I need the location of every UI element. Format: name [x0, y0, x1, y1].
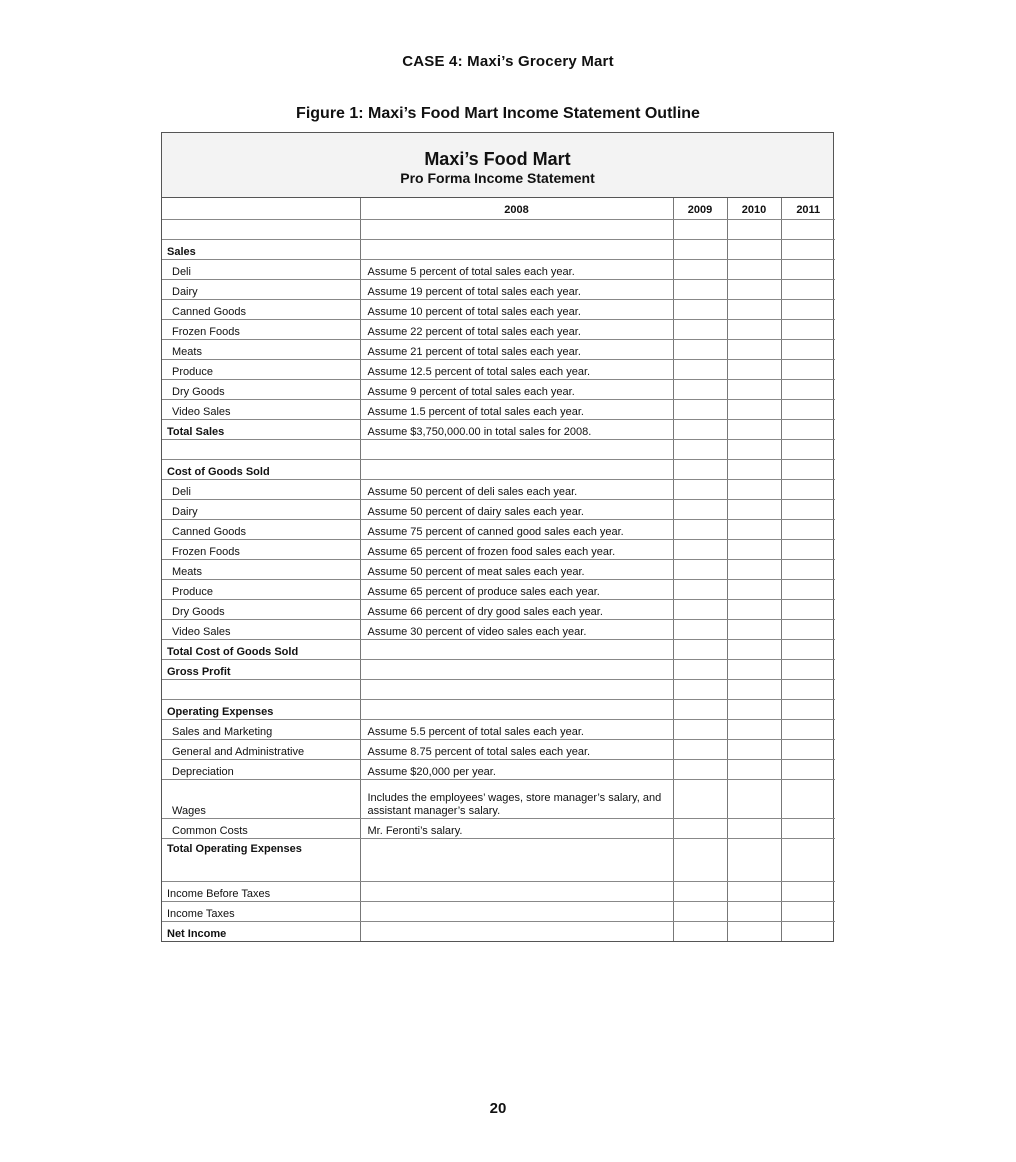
row-assumption: Assume 10 percent of total sales each year.	[360, 300, 673, 320]
year-value-cell	[781, 340, 835, 360]
row-label: Dairy	[162, 280, 360, 300]
year-value-cell	[727, 540, 781, 560]
row-label: Net Income	[162, 922, 360, 942]
year-value-cell	[673, 300, 727, 320]
year-value-cell	[781, 839, 835, 882]
year-value-cell	[781, 680, 835, 700]
statement-row	[162, 340, 835, 360]
year-value-cell	[727, 360, 781, 380]
year-value-cell	[727, 340, 781, 360]
statement-row	[162, 660, 835, 680]
year-value-cell	[781, 600, 835, 620]
row-label	[162, 440, 360, 460]
statement-row	[162, 560, 835, 580]
year-value-cell	[673, 640, 727, 660]
year-value-cell	[781, 902, 835, 922]
year-header: 2008	[360, 198, 673, 220]
row-label: Income Before Taxes	[162, 882, 360, 902]
row-assumption	[360, 460, 673, 480]
row-label: Total Operating Expenses	[162, 839, 360, 882]
year-value-cell	[727, 620, 781, 640]
statement-row	[162, 360, 835, 380]
figure-title: Figure 1: Maxi’s Food Mart Income Statement Outline	[296, 105, 700, 122]
year-header: 2009	[673, 198, 727, 220]
row-assumption: Assume 75 percent of canned good sales each year.	[360, 520, 673, 540]
row-assumption	[360, 839, 673, 882]
statement-row	[162, 320, 835, 340]
row-assumption: Assume 66 percent of dry good sales each year.	[360, 600, 673, 620]
row-assumption	[360, 922, 673, 942]
row-label: Total Sales	[162, 420, 360, 440]
row-assumption: Assume 50 percent of deli sales each year.	[360, 480, 673, 500]
year-value-cell	[727, 320, 781, 340]
statement-row	[162, 740, 835, 760]
company-name: Maxi’s Food Mart	[424, 149, 571, 169]
row-assumption: Assume 22 percent of total sales each year.	[360, 320, 673, 340]
year-value-cell	[781, 620, 835, 640]
row-assumption: Mr. Feronti’s salary.	[360, 819, 673, 839]
row-label: Dairy	[162, 500, 360, 520]
year-value-cell	[781, 480, 835, 500]
year-value-cell	[673, 480, 727, 500]
row-assumption: Assume $3,750,000.00 in total sales for 2008.	[360, 420, 673, 440]
year-value-cell	[673, 400, 727, 420]
statement-subtitle: Pro Forma Income Statement	[400, 170, 595, 186]
row-label: Video Sales	[162, 400, 360, 420]
year-value-cell	[673, 420, 727, 440]
year-header: 2010	[727, 198, 781, 220]
row-assumption: Assume 5 percent of total sales each year.	[360, 260, 673, 280]
year-value-cell	[673, 902, 727, 922]
year-value-cell	[673, 440, 727, 460]
statement-row	[162, 819, 835, 839]
year-value-cell	[673, 780, 727, 819]
label-column-header	[162, 198, 360, 220]
row-label: Gross Profit	[162, 660, 360, 680]
page-number: 20	[489, 1100, 507, 1117]
year-value-cell	[781, 320, 835, 340]
statement-row	[162, 400, 835, 420]
year-value-cell	[781, 560, 835, 580]
statement-table	[162, 198, 835, 941]
year-value-cell	[781, 300, 835, 320]
row-label: Frozen Foods	[162, 540, 360, 560]
year-value-cell	[781, 580, 835, 600]
row-assumption	[360, 902, 673, 922]
year-header: 2011	[781, 198, 835, 220]
row-label: Depreciation	[162, 760, 360, 780]
year-value-cell	[673, 520, 727, 540]
statement-row	[162, 580, 835, 600]
year-value-cell	[727, 300, 781, 320]
year-value-cell	[727, 440, 781, 460]
year-value-cell	[727, 660, 781, 680]
year-value-cell	[727, 260, 781, 280]
row-label: Meats	[162, 340, 360, 360]
year-value-cell	[673, 340, 727, 360]
year-value-cell	[673, 700, 727, 720]
year-value-cell	[673, 839, 727, 882]
year-value-cell	[727, 380, 781, 400]
row-label: Meats	[162, 560, 360, 580]
year-value-cell	[673, 760, 727, 780]
year-value-cell	[673, 500, 727, 520]
case-title: CASE 4: Maxi’s Grocery Mart	[402, 53, 614, 70]
statement-row	[162, 922, 835, 942]
statement-row	[162, 780, 835, 819]
row-assumption	[360, 882, 673, 902]
year-value-cell	[727, 882, 781, 902]
row-assumption: Assume $20,000 per year.	[360, 760, 673, 780]
statement-row	[162, 260, 835, 280]
row-assumption	[360, 680, 673, 700]
year-value-cell	[781, 420, 835, 440]
year-value-cell	[673, 240, 727, 260]
year-value-cell	[781, 540, 835, 560]
row-label: Dry Goods	[162, 380, 360, 400]
statement-row	[162, 240, 835, 260]
year-value-cell	[781, 720, 835, 740]
year-value-cell	[727, 240, 781, 260]
row-assumption: Assume 19 percent of total sales each year.	[360, 280, 673, 300]
statement-row	[162, 460, 835, 480]
year-value-cell	[727, 400, 781, 420]
statement-row	[162, 500, 835, 520]
row-assumption: Assume 65 percent of produce sales each year.	[360, 580, 673, 600]
statement-row	[162, 680, 835, 700]
row-assumption: Assume 65 percent of frozen food sales each year.	[360, 540, 673, 560]
year-value-cell	[727, 740, 781, 760]
year-value-cell	[781, 740, 835, 760]
row-label: Deli	[162, 480, 360, 500]
year-value-cell	[781, 220, 835, 240]
statement-row	[162, 640, 835, 660]
statement-row	[162, 882, 835, 902]
year-value-cell	[673, 819, 727, 839]
year-value-cell	[673, 620, 727, 640]
row-label: Income Taxes	[162, 902, 360, 922]
row-label: Dry Goods	[162, 600, 360, 620]
row-assumption: Assume 21 percent of total sales each year.	[360, 340, 673, 360]
row-assumption: Assume 9 percent of total sales each year.	[360, 380, 673, 400]
row-label: Produce	[162, 580, 360, 600]
year-value-cell	[673, 882, 727, 902]
row-label: Operating Expenses	[162, 700, 360, 720]
year-value-cell	[727, 460, 781, 480]
statement-row	[162, 839, 835, 882]
row-label: Video Sales	[162, 620, 360, 640]
row-label: Frozen Foods	[162, 320, 360, 340]
year-value-cell	[727, 680, 781, 700]
year-value-cell	[781, 500, 835, 520]
row-assumption	[360, 220, 673, 240]
row-label: Sales	[162, 240, 360, 260]
year-value-cell	[673, 360, 727, 380]
year-value-cell	[673, 260, 727, 280]
row-assumption	[360, 700, 673, 720]
year-value-cell	[673, 580, 727, 600]
statement-row	[162, 480, 835, 500]
year-value-cell	[673, 600, 727, 620]
row-label: General and Administrative	[162, 740, 360, 760]
year-value-cell	[727, 560, 781, 580]
year-value-cell	[673, 660, 727, 680]
row-label	[162, 220, 360, 240]
year-value-cell	[727, 720, 781, 740]
year-value-cell	[727, 480, 781, 500]
row-label: Cost of Goods Sold	[162, 460, 360, 480]
row-label: Canned Goods	[162, 300, 360, 320]
row-assumption: Assume 1.5 percent of total sales each year.	[360, 400, 673, 420]
row-label: Wages	[162, 780, 360, 819]
income-statement-sheet	[161, 132, 834, 942]
row-assumption	[360, 240, 673, 260]
year-value-cell	[781, 819, 835, 839]
year-value-cell	[781, 440, 835, 460]
year-value-cell	[727, 640, 781, 660]
row-assumption: Includes the employees’ wages, store manager’s salary, and assistant manager’s salary.	[360, 780, 673, 819]
year-value-cell	[673, 560, 727, 580]
statement-row	[162, 720, 835, 740]
year-value-cell	[673, 680, 727, 700]
year-value-cell	[781, 700, 835, 720]
year-value-cell	[727, 902, 781, 922]
statement-row	[162, 440, 835, 460]
year-value-cell	[781, 922, 835, 942]
year-value-cell	[781, 240, 835, 260]
row-label: Common Costs	[162, 819, 360, 839]
year-value-cell	[727, 220, 781, 240]
year-value-cell	[727, 580, 781, 600]
statement-row	[162, 540, 835, 560]
year-value-cell	[727, 500, 781, 520]
row-label: Sales and Marketing	[162, 720, 360, 740]
statement-row	[162, 300, 835, 320]
row-label: Deli	[162, 260, 360, 280]
statement-row	[162, 700, 835, 720]
year-value-cell	[673, 460, 727, 480]
year-value-cell	[781, 360, 835, 380]
year-value-cell	[781, 660, 835, 680]
year-value-cell	[673, 220, 727, 240]
year-value-cell	[673, 922, 727, 942]
statement-row	[162, 760, 835, 780]
year-value-cell	[727, 819, 781, 839]
row-label	[162, 680, 360, 700]
year-value-cell	[781, 760, 835, 780]
statement-row	[162, 600, 835, 620]
year-value-cell	[781, 882, 835, 902]
statement-row	[162, 380, 835, 400]
year-value-cell	[673, 320, 727, 340]
year-value-cell	[781, 640, 835, 660]
year-value-cell	[781, 520, 835, 540]
statement-row	[162, 620, 835, 640]
row-assumption: Assume 8.75 percent of total sales each year.	[360, 740, 673, 760]
year-value-cell	[673, 540, 727, 560]
row-assumption: Assume 30 percent of video sales each year.	[360, 620, 673, 640]
year-value-cell	[727, 520, 781, 540]
row-label: Produce	[162, 360, 360, 380]
statement-row	[162, 520, 835, 540]
year-value-cell	[727, 700, 781, 720]
row-label: Total Cost of Goods Sold	[162, 640, 360, 660]
row-assumption: Assume 12.5 percent of total sales each year.	[360, 360, 673, 380]
row-assumption: Assume 5.5 percent of total sales each year.	[360, 720, 673, 740]
year-value-cell	[673, 740, 727, 760]
statement-row	[162, 280, 835, 300]
row-assumption	[360, 660, 673, 680]
row-label: Canned Goods	[162, 520, 360, 540]
year-value-cell	[727, 922, 781, 942]
statement-header	[162, 133, 833, 198]
year-value-cell	[673, 380, 727, 400]
statement-row	[162, 902, 835, 922]
year-value-cell	[781, 460, 835, 480]
year-value-cell	[727, 420, 781, 440]
year-value-cell	[781, 280, 835, 300]
row-assumption: Assume 50 percent of meat sales each year.	[360, 560, 673, 580]
year-value-cell	[727, 780, 781, 819]
year-value-cell	[727, 839, 781, 882]
statement-row	[162, 420, 835, 440]
year-value-cell	[727, 600, 781, 620]
row-assumption: Assume 50 percent of dairy sales each year.	[360, 500, 673, 520]
year-value-cell	[781, 260, 835, 280]
year-value-cell	[727, 280, 781, 300]
year-header-row	[162, 198, 835, 220]
row-assumption	[360, 440, 673, 460]
row-assumption	[360, 640, 673, 660]
year-value-cell	[781, 380, 835, 400]
year-value-cell	[673, 720, 727, 740]
year-value-cell	[781, 400, 835, 420]
year-value-cell	[727, 760, 781, 780]
year-value-cell	[673, 280, 727, 300]
year-value-cell	[781, 780, 835, 819]
statement-row	[162, 220, 835, 240]
